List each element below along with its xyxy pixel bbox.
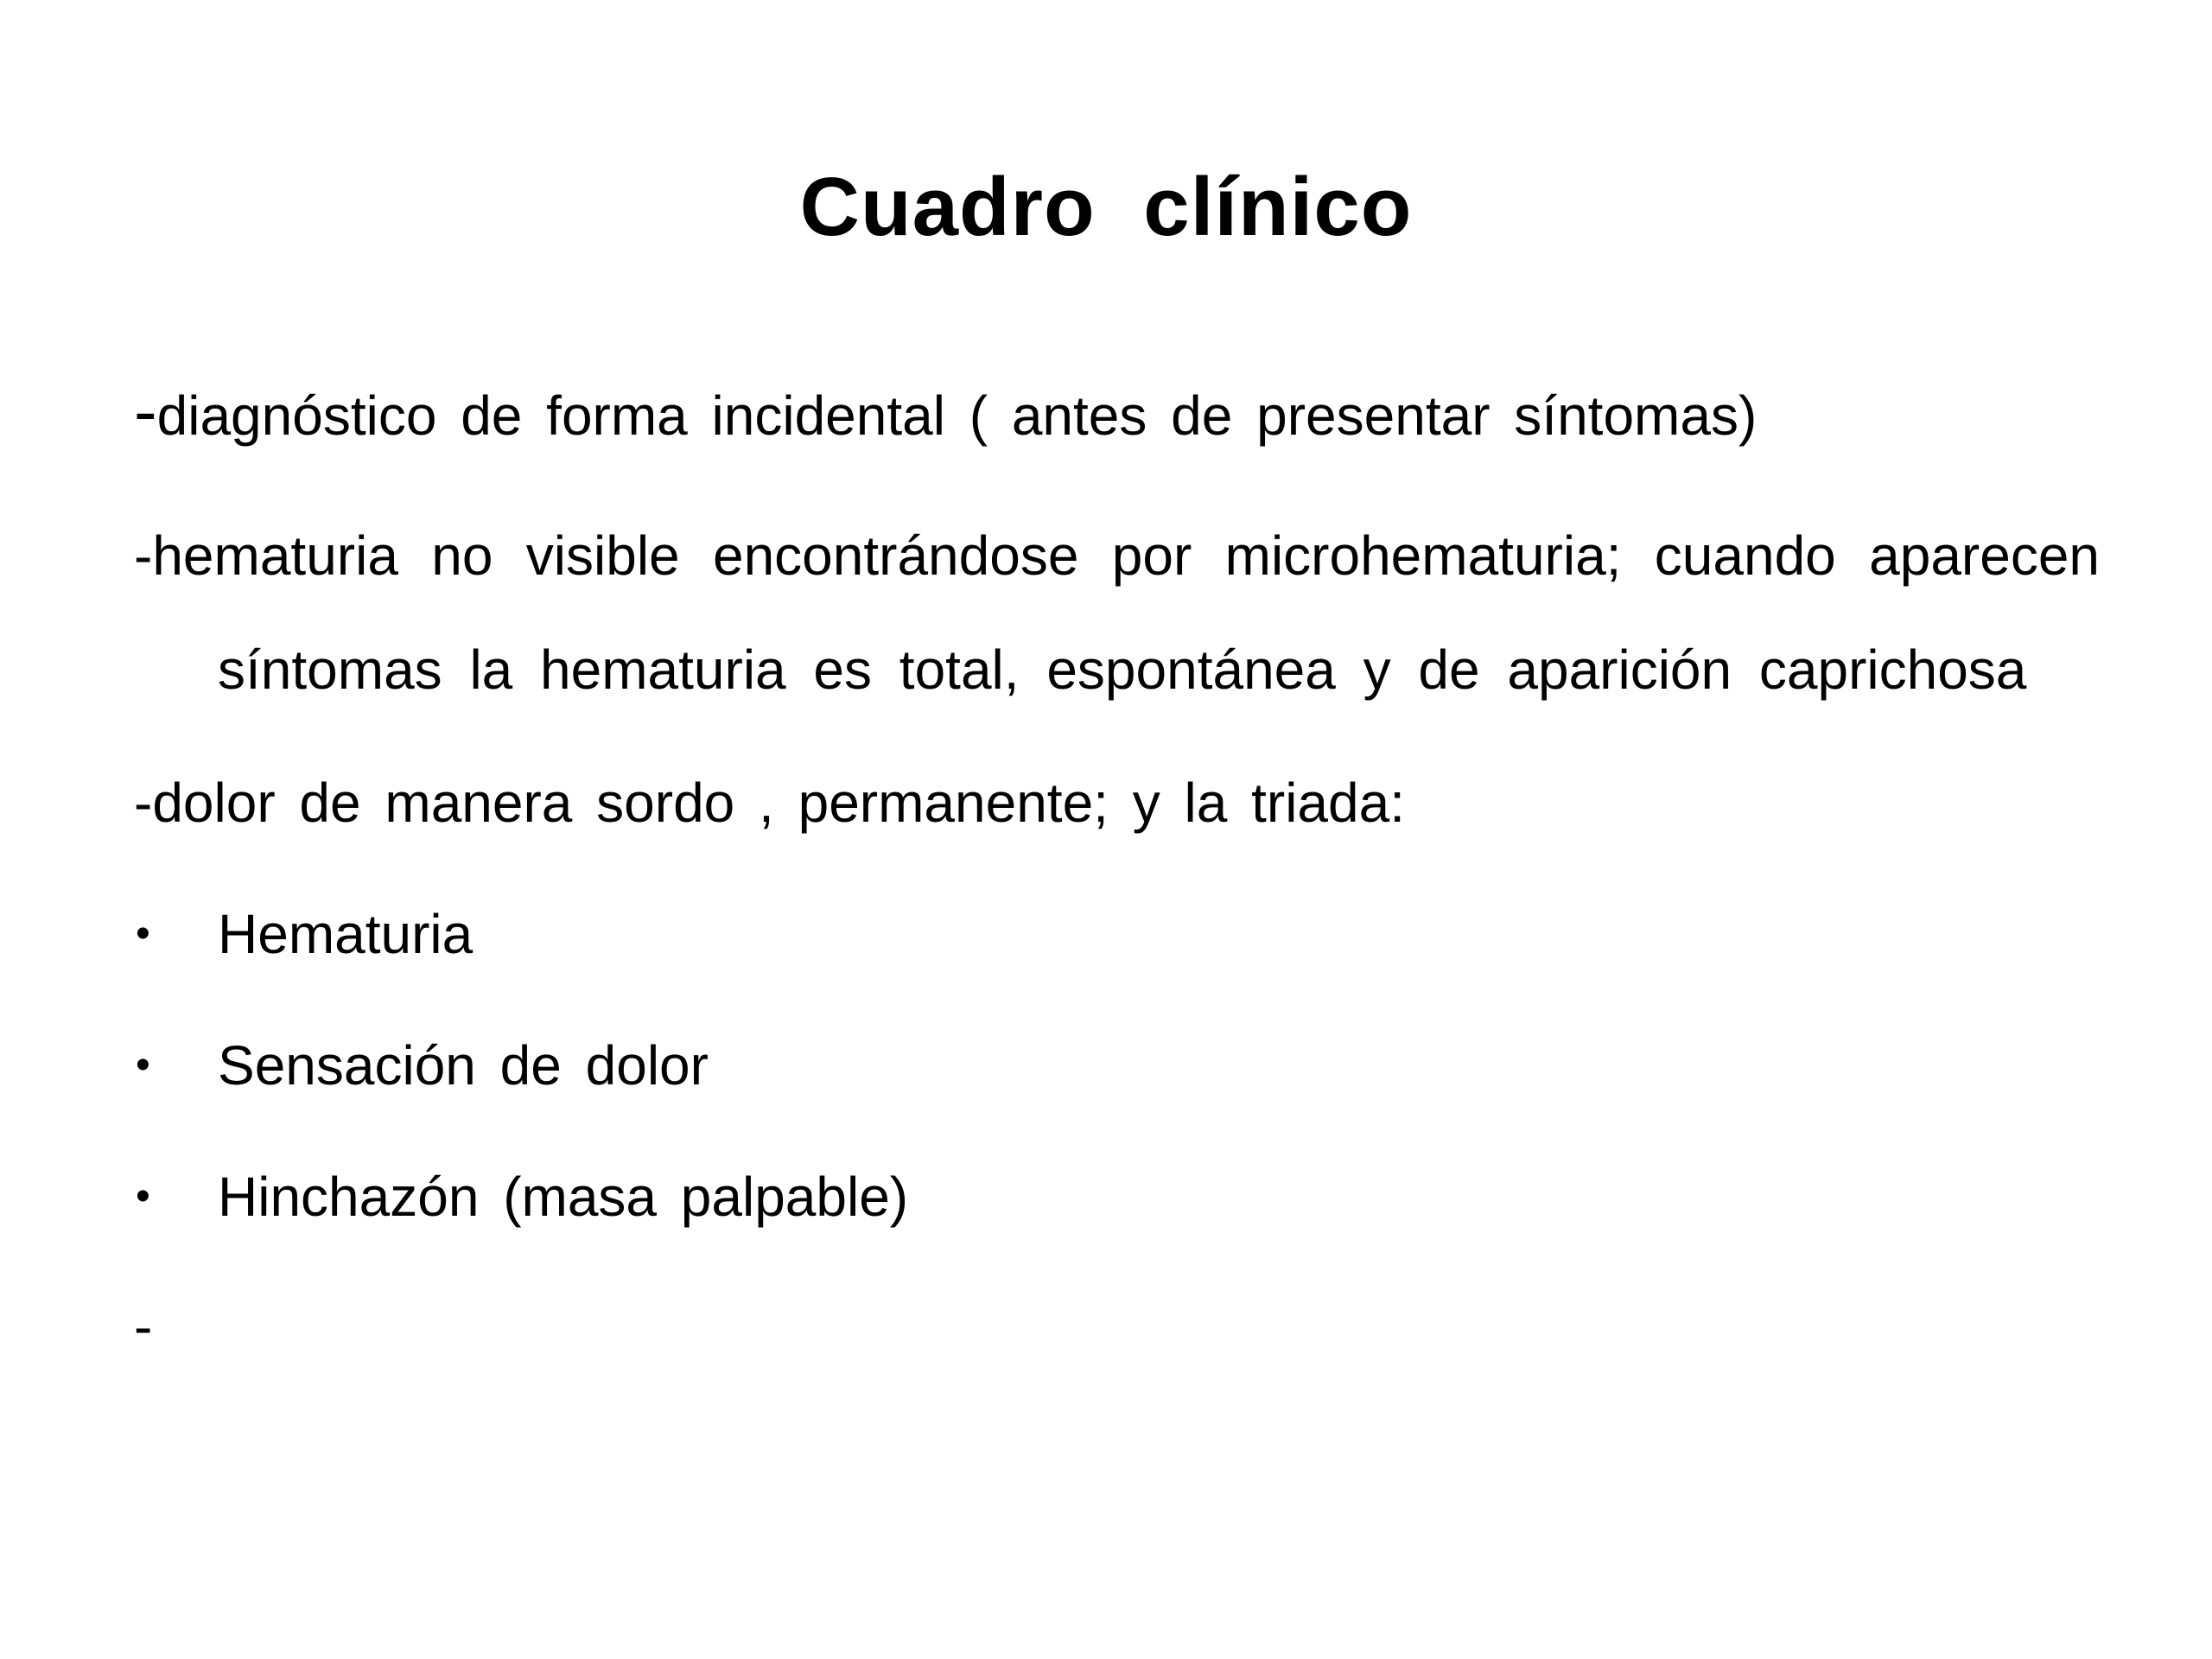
paragraph-hematuria <box>134 499 2100 727</box>
slide-body <box>134 354 2100 1383</box>
dash-marker: - <box>134 372 157 449</box>
paragraph-text: diagnóstico de forma incidental ( antes de presentar síntomas) <box>156 385 1758 447</box>
trailing-dash: - <box>134 1295 153 1357</box>
bullet-icon: • <box>136 1173 150 1219</box>
bullet-item-swelling <box>134 1140 2100 1254</box>
paragraph-text: dolor de manera sordo , permanente; y la triada: <box>152 772 1405 834</box>
paragraph-text: hematuria no visible encontrándose por microhematuria; cuando aparecen síntomas la hematuria es total, espontánea y de aparición caprichosa <box>152 524 2100 701</box>
dash-marker: - <box>134 524 153 587</box>
paragraph-pain <box>134 746 2100 860</box>
bullet-text: Sensación de dolor <box>218 1034 709 1096</box>
bullet-icon: • <box>136 911 150 957</box>
bullet-item-pain-sensation <box>134 1008 2100 1122</box>
bullet-text: Hematuria <box>218 903 474 965</box>
slide-title: Cuadro clínico <box>799 161 1413 253</box>
bullet-item-hematuria <box>134 877 2100 991</box>
bullet-icon: • <box>136 1042 150 1088</box>
dash-marker: - <box>134 772 153 834</box>
paragraph-incidental-diagnosis <box>134 354 2100 473</box>
bullet-text: Hinchazón (masa palpable) <box>218 1166 909 1228</box>
